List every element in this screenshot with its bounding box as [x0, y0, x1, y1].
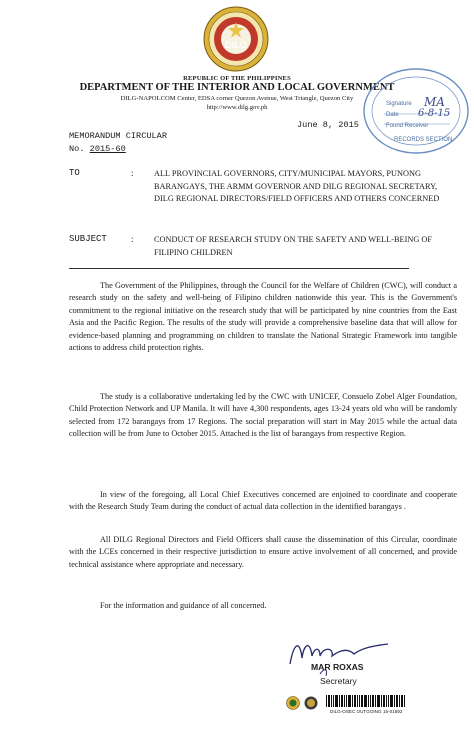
stamp-receiver-label: Found Receiver	[386, 123, 429, 129]
subject-colon: :	[131, 234, 134, 244]
dilg-logo	[203, 6, 269, 72]
subject-text: CONDUCT OF RESEARCH STUDY ON THE SAFETY AND WELL-BEING OF FILIPINO CHILDREN	[154, 235, 433, 257]
logo-text: DILG	[225, 40, 247, 50]
barcode-number: 15-01592	[383, 709, 403, 714]
signatory-name: MAR ROXAS	[311, 662, 364, 672]
body-paragraph-3: In view of the foregoing, all Local Chief Executives concerned are enjoined to coordinate and cooperate with the Research Study Team during the conduct of actual data collection in the identified barangays .	[69, 490, 457, 512]
subject-label: SUBJECT	[69, 234, 107, 244]
stamp-date-label: Date	[386, 112, 399, 118]
department-name: DEPARTMENT OF THE INTERIOR AND LOCAL GOVERNMENT	[79, 82, 395, 93]
stamp-signature-label: Signature	[386, 101, 412, 107]
signatory-title: Secretary	[320, 676, 357, 686]
republic-line: REPUBLIC OF THE PHILIPPINES	[183, 75, 291, 82]
barcode	[326, 695, 406, 707]
stamp-records-label: RECORDS SECTION	[394, 137, 453, 143]
stamp-date: 6-8-15	[418, 108, 451, 119]
header-divider	[69, 268, 409, 269]
address-line: DILG-NAPOLCOM Center, EDSA corner Quezon Avenue, West Triangle, Quezon City	[120, 95, 354, 102]
body-paragraph-1: The Government of the Philippines, through the Council for the Welfare of Children (CWC), will conduct a research study on the safety and well-being of Filipino children nationwide this year. This is the Government's commitment to the regional initiative on the research study that will be participated by nine countries from the East Asia and the Pacific Region. The results of the study will provide a comprehensive baseline data that will allow for evidence-based planning and programming on children to translate the National Strategic Framework into tangible actions to address child protection rights.	[69, 281, 457, 353]
memo-number-line	[69, 144, 126, 154]
body-paragraph-2: The study is a collaborative undertaking led by the CWC with UNICEF, Consuelo Zobel Alger Foundation, Child Protection Network and UP Manila. It will have 4,300 respondents, ages 13-24 years old who will be randomly selected from 172 barangays from 17 Regions. The social preparation will start in May 2015 while the actual data collection will be from June to October 2015. Attached is the list of barangays from respective Region.	[69, 392, 457, 439]
to-recipients: ALL PROVINCIAL GOVERNORS, CITY/MUNICIPAL MAYORS, PUNONG BARANGAYS, THE ARMM GOVERNOR AND DILG REGIONAL SECRETARY, DILG REGIONAL DIRECTORS/FIELD OFFICERS AND OTHERS CONCERNED	[154, 169, 440, 203]
to-colon: :	[131, 168, 134, 178]
to-label: TO	[69, 168, 80, 178]
website-line: http://www.dilg.gov.ph	[206, 104, 268, 111]
certification-seal-icon	[304, 696, 318, 710]
memo-number-prefix: No.	[69, 144, 85, 154]
document-date: June 8, 2015	[297, 120, 359, 130]
memo-number: 2015-60	[89, 144, 126, 154]
memo-type: MEMORANDUM CIRCULAR	[69, 131, 167, 141]
seal-icon	[286, 696, 300, 710]
stamp-initials: MA	[424, 95, 445, 109]
body-paragraph-5: For the information and guidance of all concerned.	[100, 601, 267, 610]
body-paragraph-4: All DILG Regional Directors and Field Officers shall cause the dissemination of this Circular, coordinate with the LCEs concerned in their respective jurisdiction to ensure active involvement of all concerned, and provide technical assistance where appropriate and necessary.	[69, 535, 457, 569]
barcode-label: DILG-OSEC OUTGOING	[330, 709, 382, 714]
